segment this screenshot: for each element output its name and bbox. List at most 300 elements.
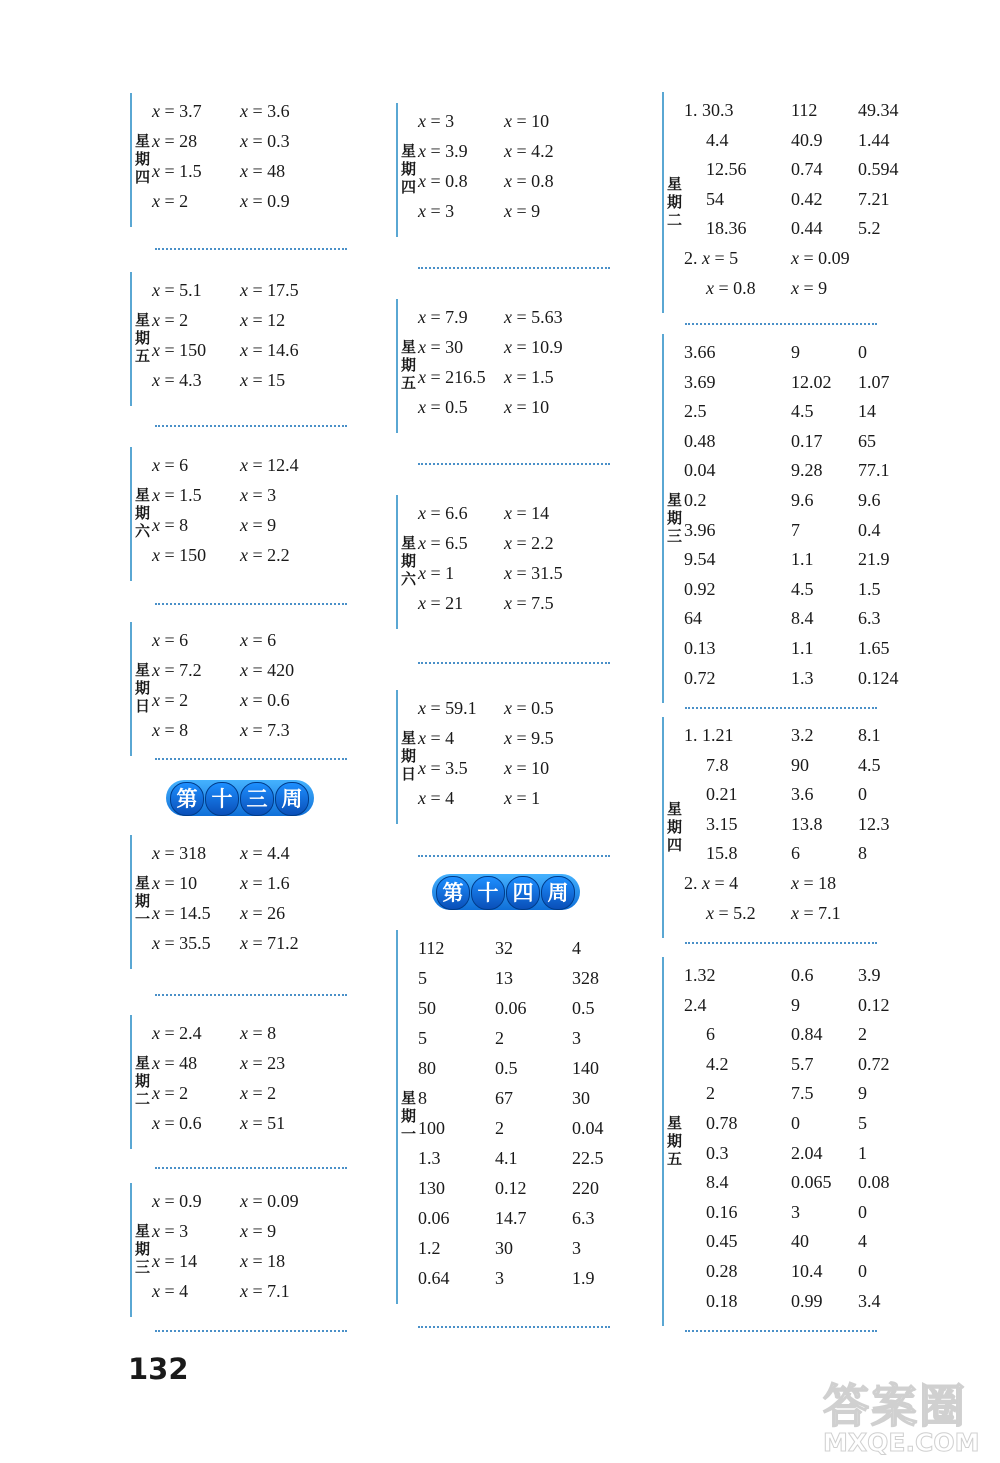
weekday-block [662,334,902,703]
answer-value: x = 0.9 [240,191,290,211]
variable-x: x [240,161,248,181]
weekday-char: 期 [134,1240,150,1258]
answer-value: 0.84 [791,1024,823,1045]
variable-x: x [152,873,160,893]
weekday-char: 星 [134,1054,150,1072]
answer-value: 18.36 [706,218,747,239]
answer-row [684,217,904,247]
answer-value: 0.18 [706,1290,738,1311]
weekday-char: 星 [400,729,416,747]
answer-value: 2 [495,1118,504,1138]
answer-value: x = 0.09 [791,248,850,268]
answer-value: x = 9 [504,201,541,221]
answer-value: x = 150 [152,545,207,565]
variable-x: x [418,141,426,161]
dotted-divider [418,463,610,465]
variable-x: x [240,873,248,893]
weekday-block [130,447,370,581]
answer-row [152,1112,372,1142]
answer-value: 5 [858,1113,867,1133]
answer-value: 1.1 [791,549,814,570]
answer-row [152,1052,372,1082]
answer-row [684,247,904,277]
weekday-char: 五 [666,1149,682,1168]
answer-row [418,366,638,396]
answer-value: 12.02 [791,371,832,392]
answer-value: x = 6.6 [418,503,468,523]
variable-x: x [240,1113,248,1133]
answer-row [418,502,638,532]
weekday-label [400,729,417,783]
weekday-bar [130,622,132,756]
answer-value: x = 14 [152,1251,198,1271]
variable-x: x [504,788,512,808]
answer-value: x = 3.5 [418,758,468,778]
dotted-divider [155,1167,347,1169]
weekday-label [134,132,151,186]
answer-value: 0.5 [495,1058,518,1078]
answer-value: 7 [791,519,800,540]
weekday-char: 期 [134,504,150,522]
variable-x: x [418,201,426,221]
variable-x: x [418,397,426,417]
variable-x: x [791,277,799,298]
answer-row [152,279,372,309]
dotted-divider [155,1330,347,1332]
answer-row [684,519,904,549]
answer-value: 0 [858,1261,867,1281]
answer-value: x = 48 [240,161,286,181]
dotted-divider [155,603,347,605]
answer-row [418,1177,638,1207]
variable-x: x [240,340,248,360]
answer-row [418,1237,638,1267]
answer-value: 2.5 [684,401,707,422]
answer-row [152,1022,372,1052]
variable-x: x [240,191,248,211]
answer-value: 13 [495,968,513,988]
variable-x: x [240,720,248,740]
weekday-char: 期 [134,1072,150,1090]
answer-value: x = 71.2 [240,933,299,953]
answer-value: 1 [858,1142,867,1163]
answer-value: 0 [858,784,867,805]
answer-row [418,1267,638,1297]
variable-x: x [504,367,512,387]
answer-value: 77.1 [858,460,890,481]
answer-value: 7.5 [791,1083,814,1104]
answer-value: x = 12 [240,310,286,330]
variable-x: x [706,277,714,298]
answer-value: 0.17 [791,430,823,451]
answer-value: x = 7.1 [791,902,841,923]
answer-value: 65 [858,430,876,451]
answer-value: 0.04 [572,1118,604,1138]
variable-x: x [152,1053,160,1073]
variable-x: x [240,485,248,505]
answer-value: 0.92 [684,578,716,599]
answer-row [418,937,638,967]
answer-value: 40.9 [791,129,823,150]
answer-row [418,997,638,1027]
week-title-char: 第 [436,876,470,910]
answer-row [418,140,638,170]
week-title-char: 四 [506,876,540,910]
answer-row [152,339,372,369]
variable-x: x [418,111,426,131]
answer-row [152,100,372,130]
answer-value: x = 1.5 [152,485,202,505]
weekday-char: 星 [666,799,682,818]
answer-row [684,578,904,608]
answer-value: 54 [706,188,724,209]
answer-row [418,1087,638,1117]
answer-value: 21.9 [858,549,890,570]
variable-x: x [152,340,160,360]
answer-row [418,967,638,997]
variable-x: x [240,131,248,151]
answer-row [684,1142,904,1172]
answer-value: 3.4 [858,1290,881,1311]
answer-value: x = 9 [791,277,828,298]
answer-value: 9.6 [858,490,881,510]
answer-value: x = 14.5 [152,903,211,923]
answer-value: x = 14 [504,503,550,523]
answer-value: 0.64 [418,1268,450,1288]
answer-value: 0.08 [858,1172,890,1193]
answer-value: 4.4 [706,129,729,150]
answer-row [152,629,372,659]
answer-value: 2. x = 4 [684,873,739,893]
weekday-block [396,103,636,237]
answer-value: x = 4.4 [240,843,290,863]
answer-value: 3.15 [706,813,738,834]
weekday-char: 一 [134,910,150,928]
answer-row [152,454,372,484]
weekday-char: 期 [666,192,682,211]
weekday-block [396,930,636,1304]
weekday-bar [662,92,664,313]
answer-row [152,544,372,574]
variable-x: x [240,1083,248,1103]
answer-row [684,902,904,932]
answer-row [684,1260,904,1290]
answer-value: x = 1 [504,788,541,808]
weekday-bar [396,103,398,237]
dotted-divider [685,707,877,709]
variable-x: x [504,111,512,131]
variable-x: x [152,1083,160,1103]
answer-value: 30 [572,1088,590,1108]
variable-x: x [240,690,248,710]
answer-value: x = 8 [240,1023,277,1043]
answer-value: 2 [858,1024,867,1045]
answer-value: x = 31.5 [504,563,563,583]
dotted-divider [685,1330,877,1332]
answer-value: x = 9.5 [504,728,554,748]
answer-value: 3 [791,1201,800,1222]
variable-x: x [152,161,160,181]
weekday-bar [396,690,398,824]
variable-x: x [504,698,512,718]
watermark-site: MXQE.COM [823,1428,980,1457]
answer-value: 3.2 [791,725,814,745]
answer-row [418,200,638,230]
answer-value: 0 [858,342,867,362]
answer-value: x = 0.6 [152,1113,202,1133]
variable-x: x [152,1113,160,1133]
answer-row [152,719,372,749]
answer-value: 0.44 [791,218,823,239]
answer-value: 9.28 [791,460,823,481]
answer-value: 6.3 [572,1208,595,1228]
weekday-char: 星 [134,874,150,892]
variable-x: x [152,660,160,680]
weekday-char: 四 [400,178,416,196]
answer-value: 0 [791,1113,800,1133]
answer-value: 5.7 [791,1053,814,1074]
answer-value: x = 4 [418,788,455,808]
answer-row [152,932,372,962]
answer-value: x = 15 [240,370,286,390]
weekday-block [130,272,370,406]
answer-row [152,309,372,339]
answer-row [418,697,638,727]
answer-value: x = 0.6 [240,690,290,710]
weekday-char: 期 [400,552,416,570]
dotted-divider [155,758,347,760]
answer-value: x = 4 [152,1281,189,1301]
variable-x: x [418,698,426,718]
weekday-char: 星 [400,534,416,552]
answer-value: x = 2.4 [152,1023,202,1043]
answer-row [152,130,372,160]
weekday-bar [130,93,132,227]
variable-x: x [418,171,426,191]
weekday-block [396,690,636,824]
answer-row [418,1057,638,1087]
answer-value: 9.54 [684,549,716,570]
weekday-char: 日 [400,765,416,783]
answer-value: 3.9 [858,965,881,985]
dotted-divider [418,267,610,269]
weekday-label [134,311,151,365]
variable-x: x [504,758,512,778]
answer-row [684,754,904,784]
answer-value: x = 18 [791,873,837,893]
weekday-block [662,92,902,313]
answer-value: 1.44 [858,129,890,150]
variable-x: x [152,545,160,565]
weekday-char: 星 [400,338,416,356]
answer-value: x = 51 [240,1113,286,1133]
answer-value: 6.3 [858,608,881,629]
dotted-divider [155,425,347,427]
answer-value: x = 420 [240,660,295,680]
answer-value: 4.2 [706,1053,729,1074]
variable-x: x [504,563,512,583]
answer-value: 64 [684,608,702,629]
answer-value: 0.5 [572,998,595,1018]
weekday-label [134,1054,151,1108]
answer-value: x = 2.2 [240,545,290,565]
answer-value: 4.1 [495,1148,518,1168]
weekday-label [400,1089,417,1143]
weekday-char: 星 [134,311,150,329]
answer-value: 0.28 [706,1261,738,1281]
answer-row [684,1053,904,1083]
answer-row [418,727,638,757]
weekday-label [400,142,417,196]
weekday-char: 六 [134,522,150,540]
answer-value: 90 [791,754,809,775]
answer-value: 1.3 [418,1148,441,1168]
weekday-block [130,1183,370,1317]
variable-x: x [240,370,248,390]
answer-value: 0.99 [791,1290,823,1311]
answer-value: 2.04 [791,1142,823,1163]
answer-row [418,110,638,140]
variable-x: x [702,248,710,268]
answer-row [684,400,904,430]
weekday-char: 星 [666,1113,682,1132]
answer-value: x = 48 [152,1053,198,1073]
answer-value: x = 6.5 [418,533,468,553]
answer-value: x = 23 [240,1053,286,1073]
answer-row [684,371,904,401]
weekday-char: 期 [134,150,150,168]
weekday-block [130,93,370,227]
variable-x: x [240,843,248,863]
answer-value: x = 18 [240,1251,286,1271]
answer-value: 2 [495,1028,504,1048]
week-title-char: 第 [170,782,204,816]
answer-row [418,336,638,366]
answer-value: 4.5 [858,754,881,775]
variable-x: x [504,201,512,221]
answer-value: 4 [572,938,581,958]
answer-value: x = 5.63 [504,307,563,327]
answer-row [684,188,904,218]
weekday-char: 日 [134,697,150,715]
variable-x: x [152,455,160,475]
weekday-char: 期 [400,747,416,765]
answer-row [152,872,372,902]
week-title-char: 周 [541,876,575,910]
answer-row [684,994,904,1024]
answer-value: x = 1.5 [152,161,202,181]
variable-x: x [702,873,710,893]
variable-x: x [152,131,160,151]
answer-value: 220 [572,1178,599,1198]
answer-row [418,532,638,562]
variable-x: x [240,1023,248,1043]
answer-row [418,1027,638,1057]
variable-x: x [152,720,160,740]
answer-value: 9.6 [791,490,814,510]
answer-value: 10.4 [791,1261,823,1281]
answer-value: 15.8 [706,843,738,864]
answer-value: x = 3 [152,1221,189,1241]
answer-value: 0.04 [684,460,716,481]
answer-value: x = 0.3 [240,131,290,151]
dotted-divider [155,248,347,250]
answer-value: 0.45 [706,1231,738,1252]
variable-x: x [504,503,512,523]
answer-value: 1.3 [791,667,814,688]
answer-value: x = 5.1 [152,280,202,300]
weekday-block [662,717,902,938]
answer-row [684,783,904,813]
weekday-bar [662,957,664,1326]
answer-value: 4.5 [791,578,814,599]
weekday-char: 星 [400,142,416,160]
answer-value: x = 0.5 [418,397,468,417]
answer-value: x = 1.6 [240,873,290,893]
answer-value: 1.2 [418,1238,441,1258]
weekday-label [134,874,151,928]
answer-value: 9 [858,1083,867,1104]
answer-row [684,459,904,489]
answer-value: x = 10 [504,397,550,417]
dotted-divider [685,942,877,944]
answer-value: x = 4.3 [152,370,202,390]
weekday-char: 星 [400,1089,416,1107]
variable-x: x [418,367,426,387]
answer-value: 130 [418,1178,445,1198]
answer-row [152,1220,372,1250]
variable-x: x [504,533,512,553]
variable-x: x [152,1221,160,1241]
answer-value: 2.4 [684,994,707,1015]
answer-value: x = 35.5 [152,933,211,953]
variable-x: x [152,515,160,535]
weekday-char: 星 [666,174,682,193]
week-title-char: 三 [240,782,274,816]
answer-row [152,484,372,514]
weekday-char: 二 [134,1090,150,1108]
answer-row [684,1290,904,1320]
variable-x: x [418,307,426,327]
weekday-label [400,534,417,588]
variable-x: x [504,171,512,191]
answer-value: 0.72 [684,667,716,688]
answer-row [152,659,372,689]
answer-row [684,872,904,902]
weekday-block [130,835,370,969]
variable-x: x [152,843,160,863]
variable-x: x [240,280,248,300]
answer-value: 14.7 [495,1208,527,1228]
week-title-char: 十 [205,782,239,816]
answer-row [152,1250,372,1280]
dotted-divider [418,662,610,664]
answer-value: 100 [418,1118,445,1138]
answer-value: 0.21 [706,784,738,805]
answer-row [152,902,372,932]
answer-value: 8.4 [706,1172,729,1193]
variable-x: x [152,485,160,505]
answer-value: 3 [572,1238,581,1258]
answer-value: 0.3 [706,1142,729,1163]
answer-value: 3 [495,1268,504,1288]
answer-value: x = 2 [152,310,189,330]
answer-value: 13.8 [791,813,823,834]
answer-value: 9 [791,994,800,1015]
weekday-char: 期 [666,1131,682,1150]
answer-value: 1.07 [858,371,890,392]
variable-x: x [152,191,160,211]
